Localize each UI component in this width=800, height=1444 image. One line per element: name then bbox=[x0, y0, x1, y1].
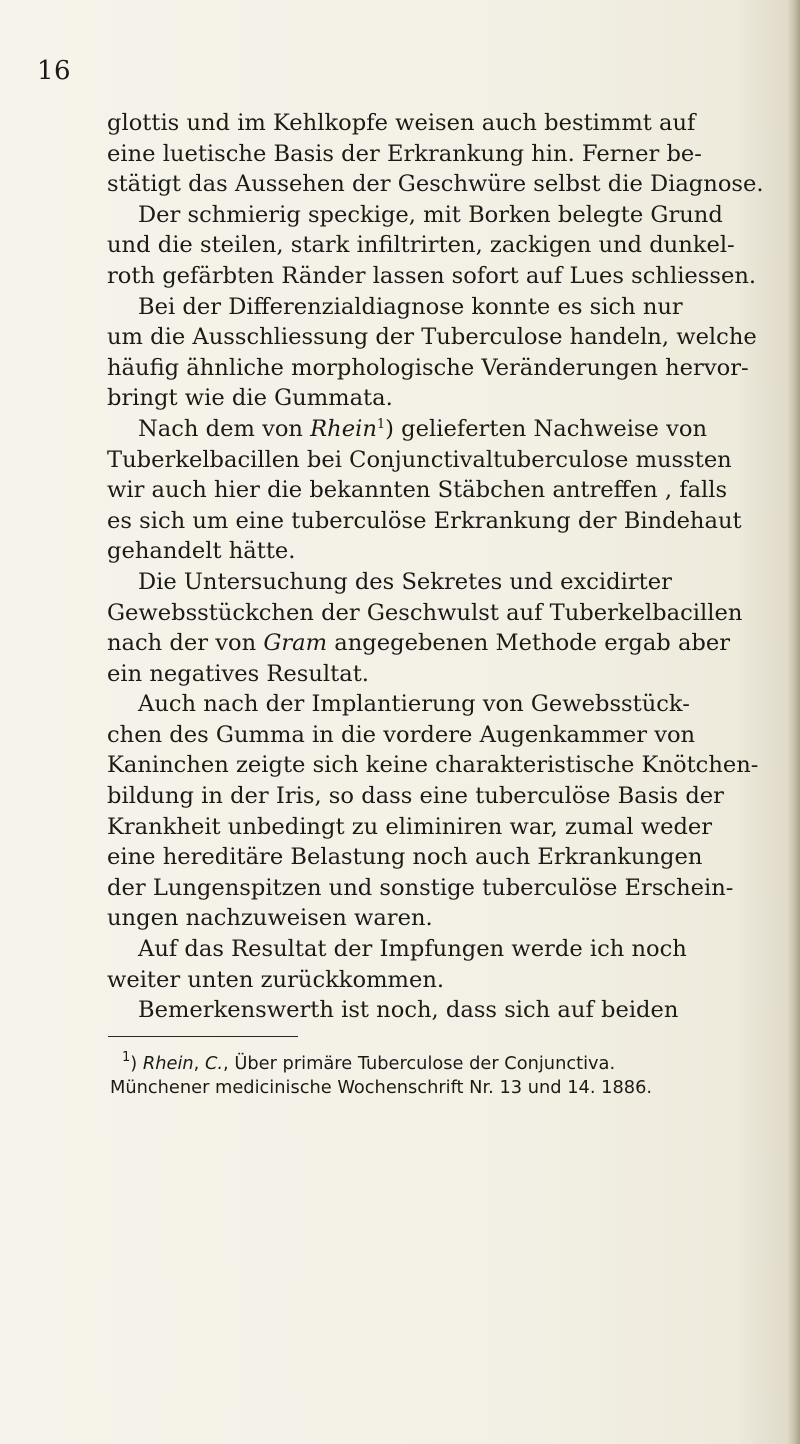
text-segment: Auf das Resultat der Impfungen werde ich noch bbox=[138, 936, 687, 963]
text-line bbox=[107, 720, 769, 751]
text-line bbox=[107, 812, 769, 843]
text-line bbox=[107, 322, 769, 353]
text-line bbox=[107, 965, 769, 996]
footnote-marker: 1 bbox=[122, 1050, 131, 1065]
text-line bbox=[107, 750, 769, 781]
text-line bbox=[107, 292, 769, 323]
text-segment: stätigt das Aussehen der Geschwüre selbst die Diagnose. bbox=[107, 171, 764, 198]
text-segment: Münchener medicinische Wochenschrift Nr. 13 und 14. 1886. bbox=[110, 1077, 653, 1098]
text-line bbox=[107, 261, 769, 292]
text-segment: chen des Gumma in die vordere Augenkammer von bbox=[107, 721, 696, 748]
text-segment: angegebenen Methode ergab aber bbox=[327, 630, 731, 657]
text-segment: Der schmierig speckige, mit Borken belegte Grund bbox=[138, 201, 723, 228]
text-segment: um die Ausschliessung der Tuberculose handeln, welche bbox=[107, 324, 757, 351]
text-segment: und die steilen, stark infiltrirten, zackigen und dunkel- bbox=[107, 232, 735, 259]
footnote-line bbox=[110, 1076, 774, 1100]
text-segment: Bemerkenswerth ist noch, dass sich auf beiden bbox=[138, 997, 679, 1024]
text-line bbox=[107, 903, 769, 934]
text-line bbox=[107, 598, 769, 629]
text-line bbox=[107, 383, 769, 414]
text-segment: ein negatives Resultat. bbox=[107, 660, 369, 687]
text-line bbox=[107, 628, 769, 659]
text-segment: ungen nachzuweisen waren. bbox=[107, 905, 433, 932]
text-segment: Krankheit unbedingt zu eliminiren war, zumal weder bbox=[107, 813, 713, 840]
text-segment: Gewebsstückchen der Geschwulst auf Tuberkelbacillen bbox=[107, 599, 743, 626]
text-segment: der Lungenspitzen und sonstige tuberculöse Erschein- bbox=[107, 874, 734, 901]
page-edge-shadow bbox=[786, 0, 800, 1444]
text-line bbox=[107, 689, 769, 720]
text-line bbox=[107, 934, 769, 965]
text-line bbox=[107, 659, 769, 690]
text-segment: , Über primäre Tuberculose der Conjunctiva. bbox=[223, 1053, 616, 1074]
text-line bbox=[107, 108, 769, 139]
text-line bbox=[107, 414, 769, 445]
text-line bbox=[107, 781, 769, 812]
page-number: 16 bbox=[37, 56, 72, 86]
text-line bbox=[107, 842, 769, 873]
body-text bbox=[107, 108, 769, 1026]
text-line bbox=[107, 139, 769, 170]
text-line bbox=[107, 169, 769, 200]
footnote-marker: 1 bbox=[376, 416, 386, 432]
text-segment: Die Untersuchung des Sekretes und excidirter bbox=[138, 568, 672, 595]
text-segment: wir auch hier die bekannten Stäbchen antreffen , falls bbox=[107, 477, 728, 504]
text-line bbox=[107, 353, 769, 384]
text-line bbox=[107, 230, 769, 261]
text-segment: roth gefärbten Ränder lassen sofort auf Lues schliessen. bbox=[107, 262, 757, 289]
italic-name: C. bbox=[204, 1053, 224, 1074]
text-line bbox=[107, 536, 769, 567]
text-line bbox=[107, 475, 769, 506]
text-segment: eine hereditäre Belastung noch auch Erkrankungen bbox=[107, 844, 703, 871]
text-line bbox=[107, 995, 769, 1026]
text-line bbox=[107, 445, 769, 476]
footnote-line bbox=[110, 1052, 774, 1076]
text-line bbox=[107, 873, 769, 904]
text-segment: Kaninchen zeigte sich keine charakteristische Knötchen- bbox=[107, 752, 759, 779]
text-segment: weiter unten zurückkommen. bbox=[107, 966, 445, 993]
italic-name: Rhein bbox=[310, 415, 377, 442]
text-segment: ) gelieferten Nachweise von bbox=[385, 415, 707, 442]
text-segment: häufig ähnliche morphologische Veränderungen hervor- bbox=[107, 354, 749, 381]
text-segment: bringt wie die Gummata. bbox=[107, 385, 393, 412]
text-segment: nach der von bbox=[107, 630, 264, 657]
footnote bbox=[110, 1052, 774, 1100]
text-segment: gehandelt hätte. bbox=[107, 538, 296, 565]
text-segment: bildung in der Iris, so dass eine tuberculöse Basis der bbox=[107, 783, 724, 810]
text-segment: glottis und im Kehlkopfe weisen auch bestimmt auf bbox=[107, 110, 696, 136]
italic-name: Rhein bbox=[142, 1053, 194, 1074]
text-line bbox=[107, 506, 769, 537]
text-segment: , bbox=[193, 1053, 205, 1074]
text-segment: es sich um eine tuberculöse Erkrankung der Bindehaut bbox=[107, 507, 742, 534]
text-segment: Auch nach der Implantierung von Gewebsstück- bbox=[138, 691, 690, 718]
text-line bbox=[107, 200, 769, 231]
text-segment: eine luetische Basis der Erkrankung hin. Ferner be- bbox=[107, 140, 702, 167]
text-segment: ) bbox=[130, 1053, 143, 1074]
text-segment: Tuberkelbacillen bei Conjunctivaltuberculose mussten bbox=[107, 446, 732, 473]
italic-name: Gram bbox=[263, 630, 328, 657]
footnote-divider bbox=[108, 1036, 298, 1037]
text-line bbox=[107, 567, 769, 598]
text-segment: Bei der Differenzialdiagnose konnte es sich nur bbox=[138, 293, 683, 320]
text-segment: Nach dem von bbox=[138, 415, 311, 442]
